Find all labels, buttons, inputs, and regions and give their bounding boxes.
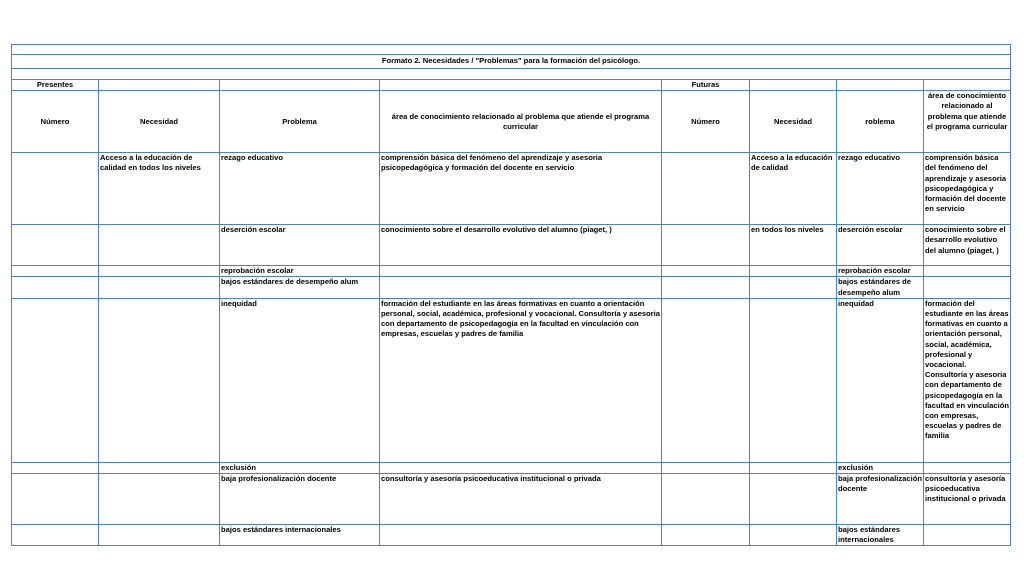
numero-cell[interactable]: [12, 153, 99, 225]
area-futuras-cell[interactable]: [924, 266, 1011, 277]
problema-futuras-cell[interactable]: rezago educativo: [837, 153, 924, 225]
problema-cell[interactable]: rezago educativo: [220, 153, 380, 225]
area-futuras-cell[interactable]: [924, 525, 1011, 546]
necesidad-futuras-cell[interactable]: Acceso a la educación de calidad: [750, 153, 837, 225]
problema-futuras-cell[interactable]: exclusión: [837, 462, 924, 473]
header-necesidad-futuras[interactable]: Necesidad: [750, 91, 837, 153]
empty-cell[interactable]: [924, 80, 1011, 91]
table-title[interactable]: Formato 2. Necesidades / "Problemas" para la formación del psicólogo.: [12, 55, 1011, 69]
necesidad-futuras-cell[interactable]: [750, 266, 837, 277]
numero-cell[interactable]: [12, 474, 99, 525]
table-row: [12, 153, 1011, 225]
numero-futuras-cell[interactable]: [662, 277, 750, 298]
problema-futuras-cell[interactable]: bajos estándares de desempeño alum: [837, 277, 924, 298]
problema-futuras-cell[interactable]: reprobación escolar: [837, 266, 924, 277]
header-row: [12, 91, 1011, 153]
necesidad-cell[interactable]: [99, 277, 220, 298]
area-futuras-cell[interactable]: conocimiento sobre el desarrollo evolutivo del alumno (piaget, ): [924, 225, 1011, 266]
area-cell[interactable]: [380, 462, 662, 473]
problema-cell[interactable]: exclusión: [220, 462, 380, 473]
necesidad-cell[interactable]: [99, 225, 220, 266]
necesidad-cell[interactable]: [99, 525, 220, 546]
numero-futuras-cell[interactable]: [662, 153, 750, 225]
necesidad-futuras-cell[interactable]: [750, 277, 837, 298]
necesidad-cell[interactable]: [99, 266, 220, 277]
problema-cell[interactable]: deserción escolar: [220, 225, 380, 266]
necesidad-cell[interactable]: [99, 462, 220, 473]
header-problema[interactable]: Problema: [220, 91, 380, 153]
problema-futuras-cell[interactable]: deserción escolar: [837, 225, 924, 266]
spacer-row: [12, 45, 1011, 55]
area-futuras-cell[interactable]: [924, 462, 1011, 473]
numero-cell[interactable]: [12, 277, 99, 298]
problema-cell[interactable]: inequidad: [220, 298, 380, 462]
problema-futuras-cell[interactable]: baja profesionalización docente: [837, 474, 924, 525]
numero-futuras-cell[interactable]: [662, 525, 750, 546]
numero-cell[interactable]: [12, 266, 99, 277]
empty-cell[interactable]: [220, 80, 380, 91]
header-area-futuras[interactable]: área de conocimiento relacionado al problema que atiende el programa curricular: [924, 91, 1011, 153]
empty-cell[interactable]: [12, 69, 1011, 80]
header-numero[interactable]: Número: [12, 91, 99, 153]
group-row: [12, 80, 1011, 91]
area-futuras-cell[interactable]: [924, 277, 1011, 298]
necesidad-cell[interactable]: Acceso a la educación de calidad en todos los niveles: [99, 153, 220, 225]
problema-futuras-cell[interactable]: bajos estándares internacionales: [837, 525, 924, 546]
empty-cell[interactable]: [837, 80, 924, 91]
empty-cell[interactable]: [12, 45, 1011, 55]
area-cell[interactable]: consultoría y asesoría psicoeducativa institucional o privada: [380, 474, 662, 525]
problema-cell[interactable]: bajos estándares de desempeño alum: [220, 277, 380, 298]
area-cell[interactable]: formación del estudiante en las áreas formativas en cuanto a orientación personal, social, académica, profesional y vocacional. Consultoría y asesoria con departamento de psicopedagogía en la facultad en vinculación con empresas, escuelas y padres de familia: [380, 298, 662, 462]
numero-cell[interactable]: [12, 225, 99, 266]
header-problema-futuras[interactable]: roblema: [837, 91, 924, 153]
problema-cell[interactable]: baja profesionalización docente: [220, 474, 380, 525]
empty-cell[interactable]: [380, 80, 662, 91]
area-futuras-cell[interactable]: formación del estudiante en las áreas formativas en cuanto a orientación personal, social, académica, profesional y vocacional. Consultoría y asesoria con departamento de psicopedagogía en la facultad en vinculación con empresas, escuelas y padres de familia: [924, 298, 1011, 462]
numero-cell[interactable]: [12, 462, 99, 473]
spreadsheet: [11, 44, 1010, 546]
necesidad-futuras-cell[interactable]: [750, 474, 837, 525]
numero-futuras-cell[interactable]: [662, 474, 750, 525]
table-row: [12, 277, 1011, 298]
header-numero-futuras[interactable]: Número: [662, 91, 750, 153]
problema-cell[interactable]: bajos estándares internacionales: [220, 525, 380, 546]
numero-cell[interactable]: [12, 298, 99, 462]
area-cell[interactable]: comprensión básica del fenómeno del aprendizaje y asesoria psicopedagógica y formación del docente en servicio: [380, 153, 662, 225]
numero-futuras-cell[interactable]: [662, 225, 750, 266]
needs-table: [11, 44, 1011, 546]
header-necesidad[interactable]: Necesidad: [99, 91, 220, 153]
area-cell[interactable]: [380, 266, 662, 277]
table-row: [12, 462, 1011, 473]
necesidad-cell[interactable]: [99, 474, 220, 525]
group-futuras[interactable]: Futuras: [662, 80, 750, 91]
necesidad-cell[interactable]: [99, 298, 220, 462]
problema-futuras-cell[interactable]: inequidad: [837, 298, 924, 462]
empty-cell[interactable]: [750, 80, 837, 91]
area-futuras-cell[interactable]: consultoría y asesoría psicoeducativa institucional o privada: [924, 474, 1011, 525]
area-cell[interactable]: [380, 277, 662, 298]
necesidad-futuras-cell[interactable]: [750, 462, 837, 473]
group-presentes[interactable]: Presentes: [12, 80, 99, 91]
necesidad-futuras-cell[interactable]: en todos los niveles: [750, 225, 837, 266]
table-row: [12, 225, 1011, 266]
numero-futuras-cell[interactable]: [662, 266, 750, 277]
area-cell[interactable]: conocimiento sobre el desarrollo evolutivo del alumno (piaget, ): [380, 225, 662, 266]
necesidad-futuras-cell[interactable]: [750, 298, 837, 462]
numero-futuras-cell[interactable]: [662, 462, 750, 473]
header-area[interactable]: área de conocimiento relacionado al problema que atiende el programa curricular: [380, 91, 662, 153]
area-cell[interactable]: [380, 525, 662, 546]
table-row: [12, 298, 1011, 462]
title-row: [12, 55, 1011, 69]
empty-cell[interactable]: [99, 80, 220, 91]
spacer-row: [12, 69, 1011, 80]
problema-cell[interactable]: reprobación escolar: [220, 266, 380, 277]
area-futuras-cell[interactable]: comprensión básica del fenómeno del aprendizaje y asesoria psicopedagógica y formación del docente en servicio: [924, 153, 1011, 225]
numero-cell[interactable]: [12, 525, 99, 546]
table-row: [12, 474, 1011, 525]
numero-futuras-cell[interactable]: [662, 298, 750, 462]
table-row: [12, 266, 1011, 277]
table-row: [12, 525, 1011, 546]
necesidad-futuras-cell[interactable]: [750, 525, 837, 546]
